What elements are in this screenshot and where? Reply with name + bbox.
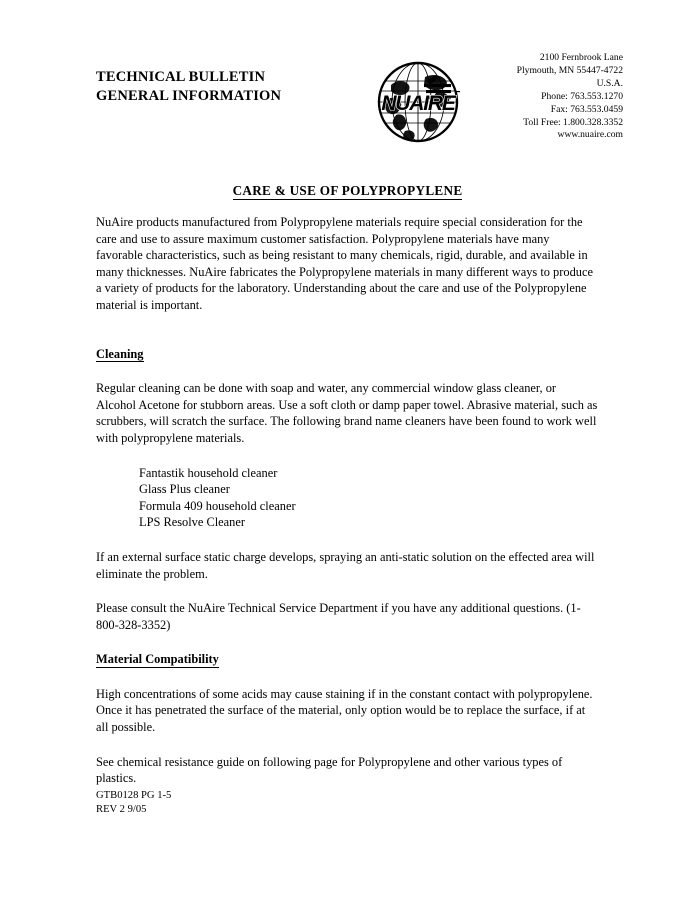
bulletin-title-line-1: TECHNICAL BULLETIN — [96, 69, 266, 85]
section-heading-material-compatibility — [96, 651, 598, 668]
list-item: Glass Plus cleaner — [139, 482, 230, 497]
page-title-text: CARE & USE OF POLYPROPYLENE — [232, 183, 463, 198]
document-footer — [96, 789, 171, 818]
address-tollfree: Toll Free: 1.800.328.3352 — [523, 116, 623, 128]
section-heading-cleaning-text: Cleaning — [96, 346, 144, 361]
spacer — [96, 668, 598, 686]
bulletin-title-line-2: GENERAL INFORMATION — [96, 88, 282, 104]
material-compatibility-paragraph: High concentrations of some acids may cause staining if in the constant contact with polypropylene. Once it has penetrated the surface of the material, only option would be to replace the surface, if at all possible. — [96, 686, 593, 735]
nuaire-globe-logo-icon — [364, 57, 472, 147]
nuaire-wordmark: NUAIRE — [381, 92, 455, 115]
section-heading-cleaning — [96, 346, 598, 363]
address-street: 2100 Fernbrook Lane — [539, 52, 623, 63]
bulletin-title-block — [96, 68, 281, 106]
address-fax: Fax: 763.553.0459 — [550, 103, 623, 115]
document-header — [96, 52, 623, 152]
static-charge-paragraph: If an external surface static charge develops, spraying an anti-static solution on the effected area will eliminate the problem. — [96, 549, 595, 581]
intro-paragraph: NuAire products manufactured from Polypropylene materials require special consideration for the care and use to assure maximum customer satisfaction. Polypropylene materials have many favorable characteristics, such as being resistant to many chemicals, rigid, durable, and available in many thicknesses. NuAire fabricates the Polypropylene materials in many different ways to produce a variety of products for the laboratory. Understanding about the care and use of the Polypropylene material is important. — [96, 215, 593, 312]
section-heading-material-compatibility-text: Material Compatibility — [96, 652, 219, 667]
address-phone: Phone: 763.553.1270 — [541, 90, 623, 102]
chemical-resistance-reference-paragraph: See chemical resistance guide on following page for Polypropylene and other various types of plastics. — [96, 754, 563, 786]
list-item: Fantastik household cleaner — [139, 465, 278, 480]
footer-revision: REV 2 9/05 — [96, 804, 147, 816]
technical-service-paragraph: Please consult the NuAire Technical Service Department if you have any additional questions. (1-800-328-3352) — [96, 601, 581, 632]
spacer — [96, 314, 598, 346]
spacer — [96, 582, 598, 600]
footer-document-number: GTB0128 PG 1-5 — [96, 790, 172, 801]
cleaning-paragraph: Regular cleaning can be done with soap and water, any commercial window glass cleaner, or Alcohol Acetone for stubborn areas. Use a soft cloth or damp paper towel. Abrasive material, such as scrubbers, will scratch the surface. The following brand name cleaners have been found to work well with polypropylene materials. — [96, 381, 598, 445]
spacer — [96, 531, 598, 549]
list-item: LPS Resolve Cleaner — [139, 515, 245, 530]
spacer — [96, 447, 598, 465]
spacer — [96, 362, 598, 380]
spacer — [96, 633, 598, 651]
nuaire-logo — [364, 57, 472, 147]
company-address-block — [517, 52, 623, 142]
document-body — [96, 214, 598, 787]
recommended-cleaners-list — [96, 465, 598, 531]
list-item: Formula 409 household cleaner — [139, 498, 296, 513]
address-city: Plymouth, MN 55447-4722 — [516, 64, 623, 76]
address-country: U.S.A. — [596, 77, 623, 89]
address-website: www.nuaire.com — [557, 129, 623, 141]
spacer — [96, 736, 598, 754]
page-title — [0, 183, 695, 199]
